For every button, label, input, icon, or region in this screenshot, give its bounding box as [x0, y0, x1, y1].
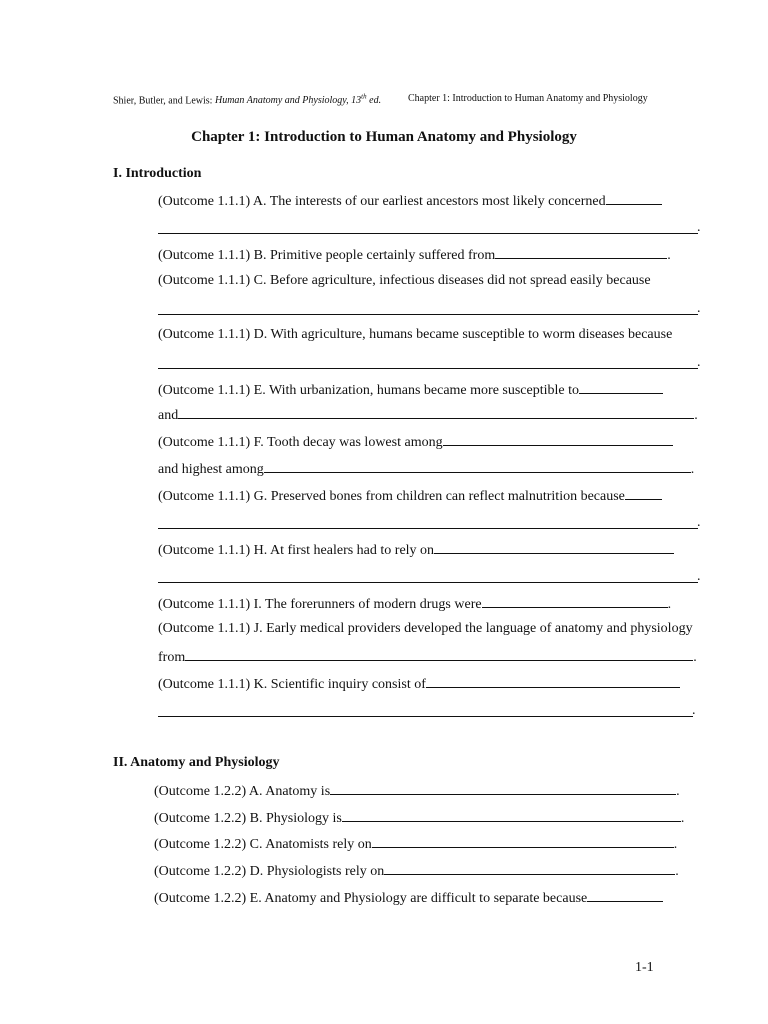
answer-blank[interactable] — [158, 582, 698, 583]
header-chapter: Chapter 1: Introduction to Human Anatomy and Physiology — [408, 93, 648, 104]
section-heading-introduction: I. Introduction — [113, 166, 202, 181]
answer-blank[interactable] — [158, 314, 698, 315]
question-text: (Outcome 1.2.2) D. Physiologists rely on . — [154, 864, 679, 879]
question-text: (Outcome 1.1.1) K. Scientific inquiry consist of — [158, 675, 680, 693]
question-text: (Outcome 1.1.1) I. The forerunners of modern drugs were . — [158, 597, 672, 612]
answer-blank[interactable] — [158, 233, 698, 234]
page-title: Chapter 1: Introduction to Human Anatomy and Physiology — [191, 129, 577, 145]
question-text: from . — [158, 650, 697, 665]
header-book-title: Human Anatomy and Physiology, 13th ed. — [214, 93, 382, 107]
question-text: and . — [158, 408, 698, 423]
question-text: (Outcome 1.2.2) B. Physiology is . — [154, 811, 685, 826]
question-text: (Outcome 1.1.1) B. Primitive people certainly suffered from . — [158, 248, 671, 263]
answer-blank[interactable] — [158, 528, 698, 529]
running-header — [113, 93, 648, 107]
question-text: (Outcome 1.2.2) C. Anatomists rely on . — [154, 837, 678, 852]
answer-blank[interactable] — [158, 368, 698, 369]
answer-blank[interactable] — [158, 716, 693, 717]
question-text: (Outcome 1.1.1) A. The interests of our earliest ancestors most likely concerned — [158, 192, 662, 210]
question-text: (Outcome 1.1.1) H. At first healers had to rely on — [158, 541, 674, 559]
question-text: (Outcome 1.1.1) J. Early medical providers developed the language of anatomy and physiology — [158, 621, 693, 636]
question-text: (Outcome 1.2.2) E. Anatomy and Physiology are difficult to separate because — [154, 889, 663, 907]
question-text: (Outcome 1.1.1) C. Before agriculture, infectious diseases did not spread easily because — [158, 273, 651, 288]
question-text: and highest among . — [158, 462, 695, 477]
question-text: (Outcome 1.2.2) A. Anatomy is . — [154, 784, 680, 799]
page-number: 1-1 — [635, 960, 654, 975]
question-text: (Outcome 1.1.1) F. Tooth decay was lowest among — [158, 433, 673, 451]
header-authors: Shier, Butler, and Lewis: — [113, 95, 213, 107]
question-text: (Outcome 1.1.1) G. Preserved bones from children can reflect malnutrition because — [158, 487, 662, 505]
question-text: (Outcome 1.1.1) D. With agriculture, humans became susceptible to worm diseases because — [158, 327, 673, 342]
question-text: (Outcome 1.1.1) E. With urbanization, humans became more susceptible to — [158, 381, 663, 399]
section-heading-anatomy-physiology: II. Anatomy and Physiology — [113, 755, 280, 770]
